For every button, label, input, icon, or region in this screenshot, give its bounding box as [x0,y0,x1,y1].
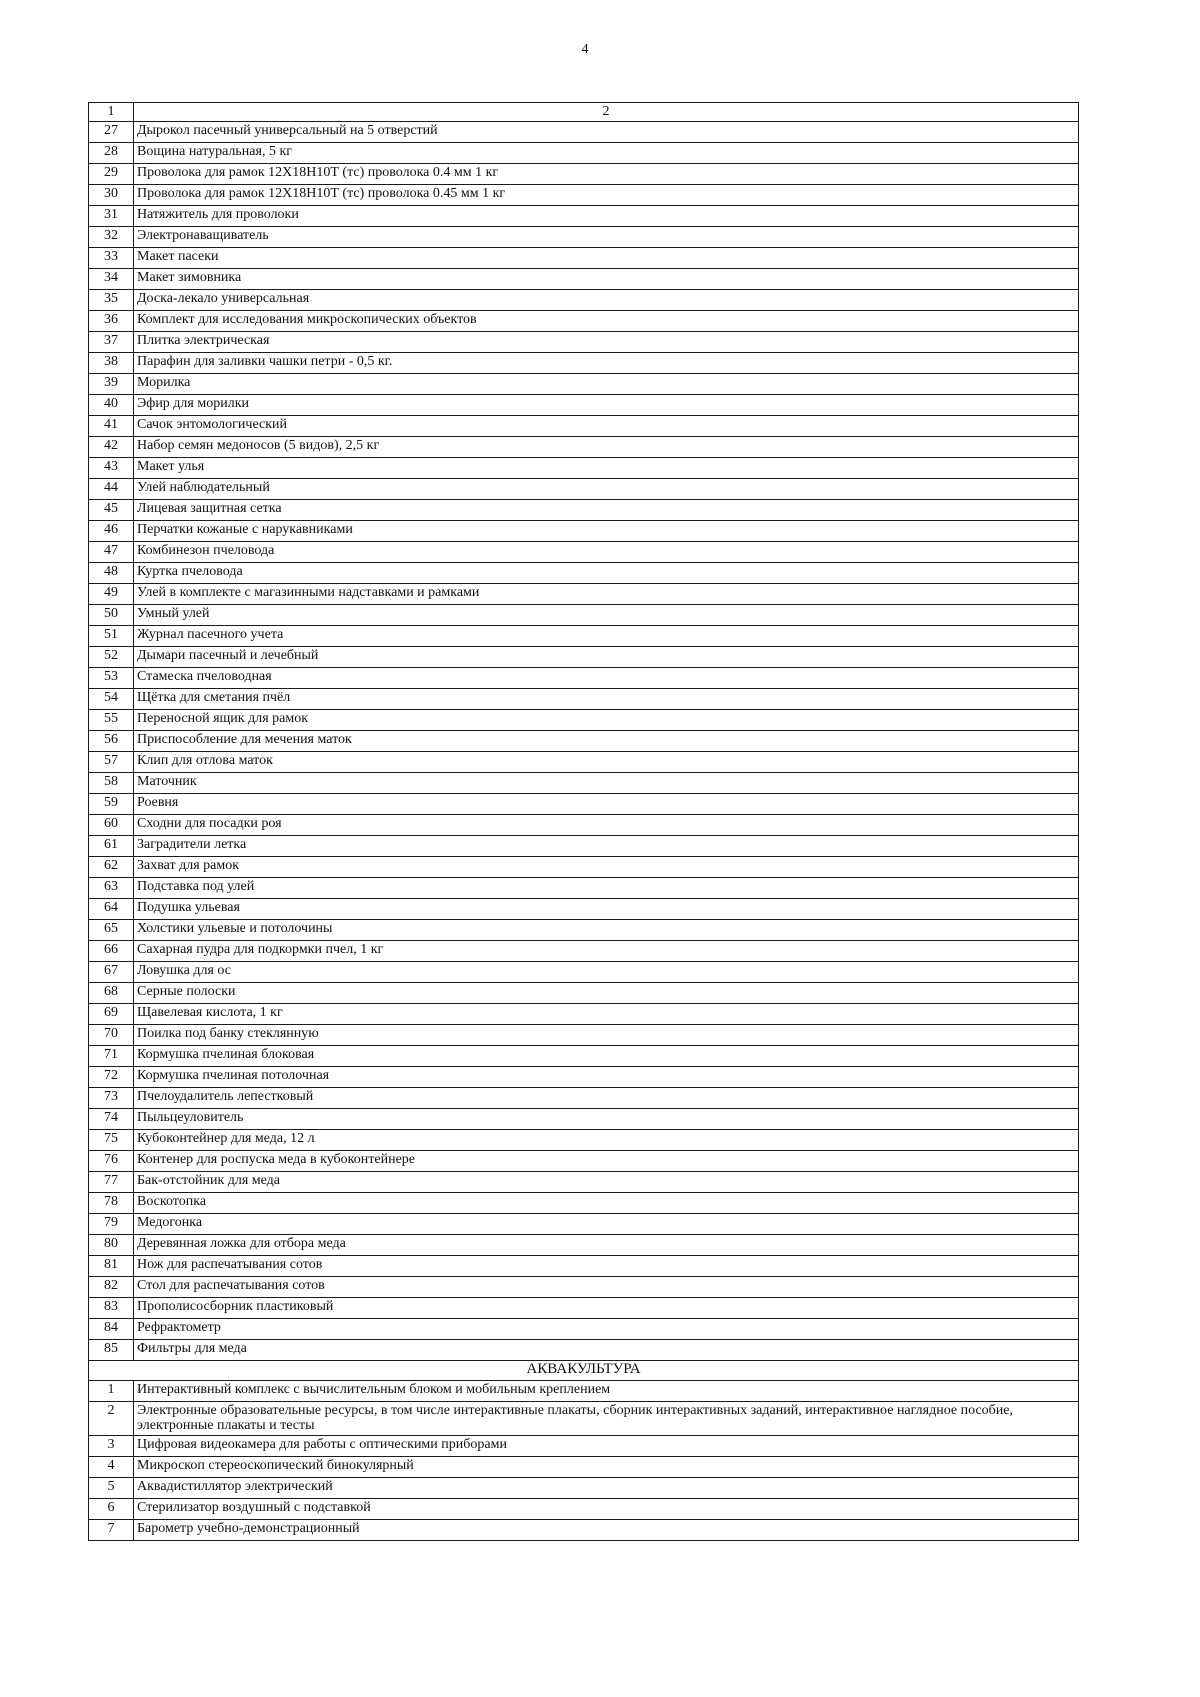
row-number: 40 [89,395,134,416]
table-row [89,710,1079,731]
row-item-name: Холстики ульевые и потолочины [134,920,1079,941]
table-row [89,1151,1079,1172]
row-item-name: Приспособление для мечения маток [134,731,1079,752]
table-row [89,1130,1079,1151]
row-number: 42 [89,437,134,458]
table-row [89,1277,1079,1298]
row-item-name: Журнал пасечного учета [134,626,1079,647]
row-item-name: Электронные образовательные ресурсы, в том числе интерактивные плакаты, сборник интерактивных заданий, интерактивное наглядное пособие, электронные плакаты и тесты [134,1402,1079,1436]
row-item-name: Кормушка пчелиная потолочная [134,1067,1079,1088]
table-row [89,1235,1079,1256]
row-number: 60 [89,815,134,836]
row-number: 79 [89,1214,134,1235]
row-item-name: Аквадистиллятор электрический [134,1478,1079,1499]
row-item-name: Стамеска пчеловодная [134,668,1079,689]
row-item-name: Нож для распечатывания сотов [134,1256,1079,1277]
row-number: 34 [89,269,134,290]
table-row [89,290,1079,311]
row-item-name: Щавелевая кислота, 1 кг [134,1004,1079,1025]
row-item-name: Сачок энтомологический [134,416,1079,437]
row-item-name: Улей в комплекте с магазинными надставками и рамками [134,584,1079,605]
row-item-name: Подставка под улей [134,878,1079,899]
table-row [89,668,1079,689]
table-row [89,1436,1079,1457]
row-number: 36 [89,311,134,332]
row-number: 80 [89,1235,134,1256]
table-row [89,731,1079,752]
table-row [89,899,1079,920]
table-row [89,1381,1079,1402]
row-item-name: Поилка под банку стеклянную [134,1025,1079,1046]
section-title: АКВАКУЛЬТУРА [89,1361,1079,1381]
row-item-name: Эфир для морилки [134,395,1079,416]
row-item-name: Серные полоски [134,983,1079,1004]
row-number: 49 [89,584,134,605]
table-row [89,437,1079,458]
row-item-name: Медогонка [134,1214,1079,1235]
row-item-name: Захват для рамок [134,857,1079,878]
row-number: 30 [89,185,134,206]
row-item-name: Рефрактометр [134,1319,1079,1340]
row-number: 2 [89,1402,134,1436]
row-number: 84 [89,1319,134,1340]
table-row [89,689,1079,710]
row-item-name: Электронаващиватель [134,227,1079,248]
table-row [89,1298,1079,1319]
table-row [89,1520,1079,1541]
table-row [89,941,1079,962]
row-number: 69 [89,1004,134,1025]
row-item-name: Доска-лекало универсальная [134,290,1079,311]
row-number: 33 [89,248,134,269]
section-heading-row [89,1361,1079,1381]
row-number: 6 [89,1499,134,1520]
row-item-name: Макет улья [134,458,1079,479]
row-number: 75 [89,1130,134,1151]
row-number: 32 [89,227,134,248]
row-item-name: Стерилизатор воздушный с подставкой [134,1499,1079,1520]
row-number: 31 [89,206,134,227]
table-row [89,521,1079,542]
row-item-name: Дымари пасечный и лечебный [134,647,1079,668]
table-row [89,1256,1079,1277]
table-row [89,542,1079,563]
table-row [89,248,1079,269]
row-item-name: Улей наблюдательный [134,479,1079,500]
table-row [89,1214,1079,1235]
table-row [89,920,1079,941]
table-row [89,227,1079,248]
row-number: 66 [89,941,134,962]
row-item-name: Плитка электрическая [134,332,1079,353]
row-item-name: Набор семян медоносов (5 видов), 2,5 кг [134,437,1079,458]
row-number: 56 [89,731,134,752]
table-row [89,311,1079,332]
row-number: 29 [89,164,134,185]
table-row [89,332,1079,353]
row-number: 51 [89,626,134,647]
table-row [89,122,1079,143]
row-item-name: Подушка ульевая [134,899,1079,920]
row-item-name: Переносной ящик для рамок [134,710,1079,731]
row-number: 65 [89,920,134,941]
row-number: 78 [89,1193,134,1214]
row-number: 55 [89,710,134,731]
row-number: 44 [89,479,134,500]
row-item-name: Морилка [134,374,1079,395]
row-item-name: Воскотопка [134,1193,1079,1214]
row-item-name: Умный улей [134,605,1079,626]
table-row [89,962,1079,983]
row-number: 71 [89,1046,134,1067]
table-row [89,752,1079,773]
row-item-name: Дырокол пасечный универсальный на 5 отверстий [134,122,1079,143]
row-number: 72 [89,1067,134,1088]
table-row [89,563,1079,584]
row-item-name: Кубоконтейнер для меда, 12 л [134,1130,1079,1151]
row-item-name: Парафин для заливки чашки петри - 0,5 кг. [134,353,1079,374]
row-number: 85 [89,1340,134,1361]
table-row [89,605,1079,626]
table-row [89,836,1079,857]
table-row [89,353,1079,374]
row-number: 28 [89,143,134,164]
row-item-name: Пчелоудалитель лепестковый [134,1088,1079,1109]
row-item-name: Интерактивный комплекс с вычислительным блоком и мобильным креплением [134,1381,1079,1402]
table-row [89,1067,1079,1088]
row-item-name: Фильтры для меда [134,1340,1079,1361]
row-number: 7 [89,1520,134,1541]
row-number: 73 [89,1088,134,1109]
table-row [89,1088,1079,1109]
row-number: 67 [89,962,134,983]
table-row [89,1172,1079,1193]
table-row [89,584,1079,605]
table-row [89,1457,1079,1478]
row-item-name: Проволока для рамок 12Х18Н10Т (тс) проволока 0.4 мм 1 кг [134,164,1079,185]
row-number: 59 [89,794,134,815]
table-row [89,185,1079,206]
equipment-table-body [89,103,1079,1541]
table-row [89,1046,1079,1067]
row-number: 4 [89,1457,134,1478]
row-number: 81 [89,1256,134,1277]
row-number: 38 [89,353,134,374]
row-item-name: Бак-отстойник для меда [134,1172,1079,1193]
row-number: 53 [89,668,134,689]
table-row [89,983,1079,1004]
row-number: 77 [89,1172,134,1193]
table-row [89,458,1079,479]
table-row [89,1193,1079,1214]
row-item-name: Цифровая видеокамера для работы с оптическими приборами [134,1436,1079,1457]
row-number: 70 [89,1025,134,1046]
row-number: 76 [89,1151,134,1172]
table-row [89,500,1079,521]
table-row [89,479,1079,500]
row-item-name: Пыльцеуловитель [134,1109,1079,1130]
row-item-name: Куртка пчеловода [134,563,1079,584]
row-number: 47 [89,542,134,563]
row-item-name: Заградители летка [134,836,1079,857]
row-item-name: Сходни для посадки роя [134,815,1079,836]
table-row [89,143,1079,164]
table-row [89,269,1079,290]
table-header-row [89,103,1079,122]
table-row [89,857,1079,878]
row-number: 46 [89,521,134,542]
row-number: 48 [89,563,134,584]
row-number: 74 [89,1109,134,1130]
row-item-name: Макет зимовника [134,269,1079,290]
row-number: 43 [89,458,134,479]
table-row [89,647,1079,668]
row-item-name: Барометр учебно-демонстрационный [134,1520,1079,1541]
table-row [89,206,1079,227]
table-row [89,773,1079,794]
row-number: 58 [89,773,134,794]
row-number: 64 [89,899,134,920]
table-row [89,1340,1079,1361]
table-row [89,626,1079,647]
row-number: 35 [89,290,134,311]
row-item-name: Комбинезон пчеловода [134,542,1079,563]
table-row [89,815,1079,836]
row-number: 41 [89,416,134,437]
row-item-name: Контенер для роспуска меда в кубоконтейнере [134,1151,1079,1172]
row-item-name: Прополисосборник пластиковый [134,1298,1079,1319]
row-item-name: Макет пасеки [134,248,1079,269]
row-number: 39 [89,374,134,395]
row-number: 68 [89,983,134,1004]
row-item-name: Комплект для исследования микроскопических объектов [134,311,1079,332]
row-number: 83 [89,1298,134,1319]
table-row [89,395,1079,416]
table-row [89,1478,1079,1499]
table-row [89,1004,1079,1025]
row-number: 61 [89,836,134,857]
row-number: 3 [89,1436,134,1457]
page-number: 4 [581,42,589,57]
row-number: 82 [89,1277,134,1298]
row-number: 63 [89,878,134,899]
row-number: 1 [89,1381,134,1402]
row-number: 27 [89,122,134,143]
row-number: 37 [89,332,134,353]
row-number: 54 [89,689,134,710]
row-number: 57 [89,752,134,773]
row-item-name: Проволока для рамок 12Х18Н10Т (тс) проволока 0.45 мм 1 кг [134,185,1079,206]
row-item-name: Вощина натуральная, 5 кг [134,143,1079,164]
table-row [89,164,1079,185]
row-item-name: Клип для отлова маток [134,752,1079,773]
row-item-name: Роевня [134,794,1079,815]
row-item-name: Перчатки кожаные с нарукавниками [134,521,1079,542]
table-row [89,794,1079,815]
row-number: 62 [89,857,134,878]
row-item-name: Лицевая защитная сетка [134,500,1079,521]
row-item-name: Сахарная пудра для подкормки пчел, 1 кг [134,941,1079,962]
row-item-name: Кормушка пчелиная блоковая [134,1046,1079,1067]
row-item-name: Стол для распечатывания сотов [134,1277,1079,1298]
table-row [89,1109,1079,1130]
table-row [89,374,1079,395]
table-row [89,1499,1079,1520]
table-row [89,1402,1079,1436]
row-number: 52 [89,647,134,668]
row-number: 50 [89,605,134,626]
table-row [89,1319,1079,1340]
equipment-table [88,102,1079,1541]
row-item-name: Микроскоп стереоскопический бинокулярный [134,1457,1079,1478]
row-number: 45 [89,500,134,521]
table-row [89,416,1079,437]
row-item-name: Натяжитель для проволоки [134,206,1079,227]
table-row [89,1025,1079,1046]
row-item-name: Маточник [134,773,1079,794]
row-number: 5 [89,1478,134,1499]
table-row [89,878,1079,899]
row-item-name: Деревянная ложка для отбора меда [134,1235,1079,1256]
row-item-name: Щётка для сметания пчёл [134,689,1079,710]
row-item-name: Ловушка для ос [134,962,1079,983]
header-col-name: 2 [134,103,1079,122]
header-col-number: 1 [89,103,134,122]
